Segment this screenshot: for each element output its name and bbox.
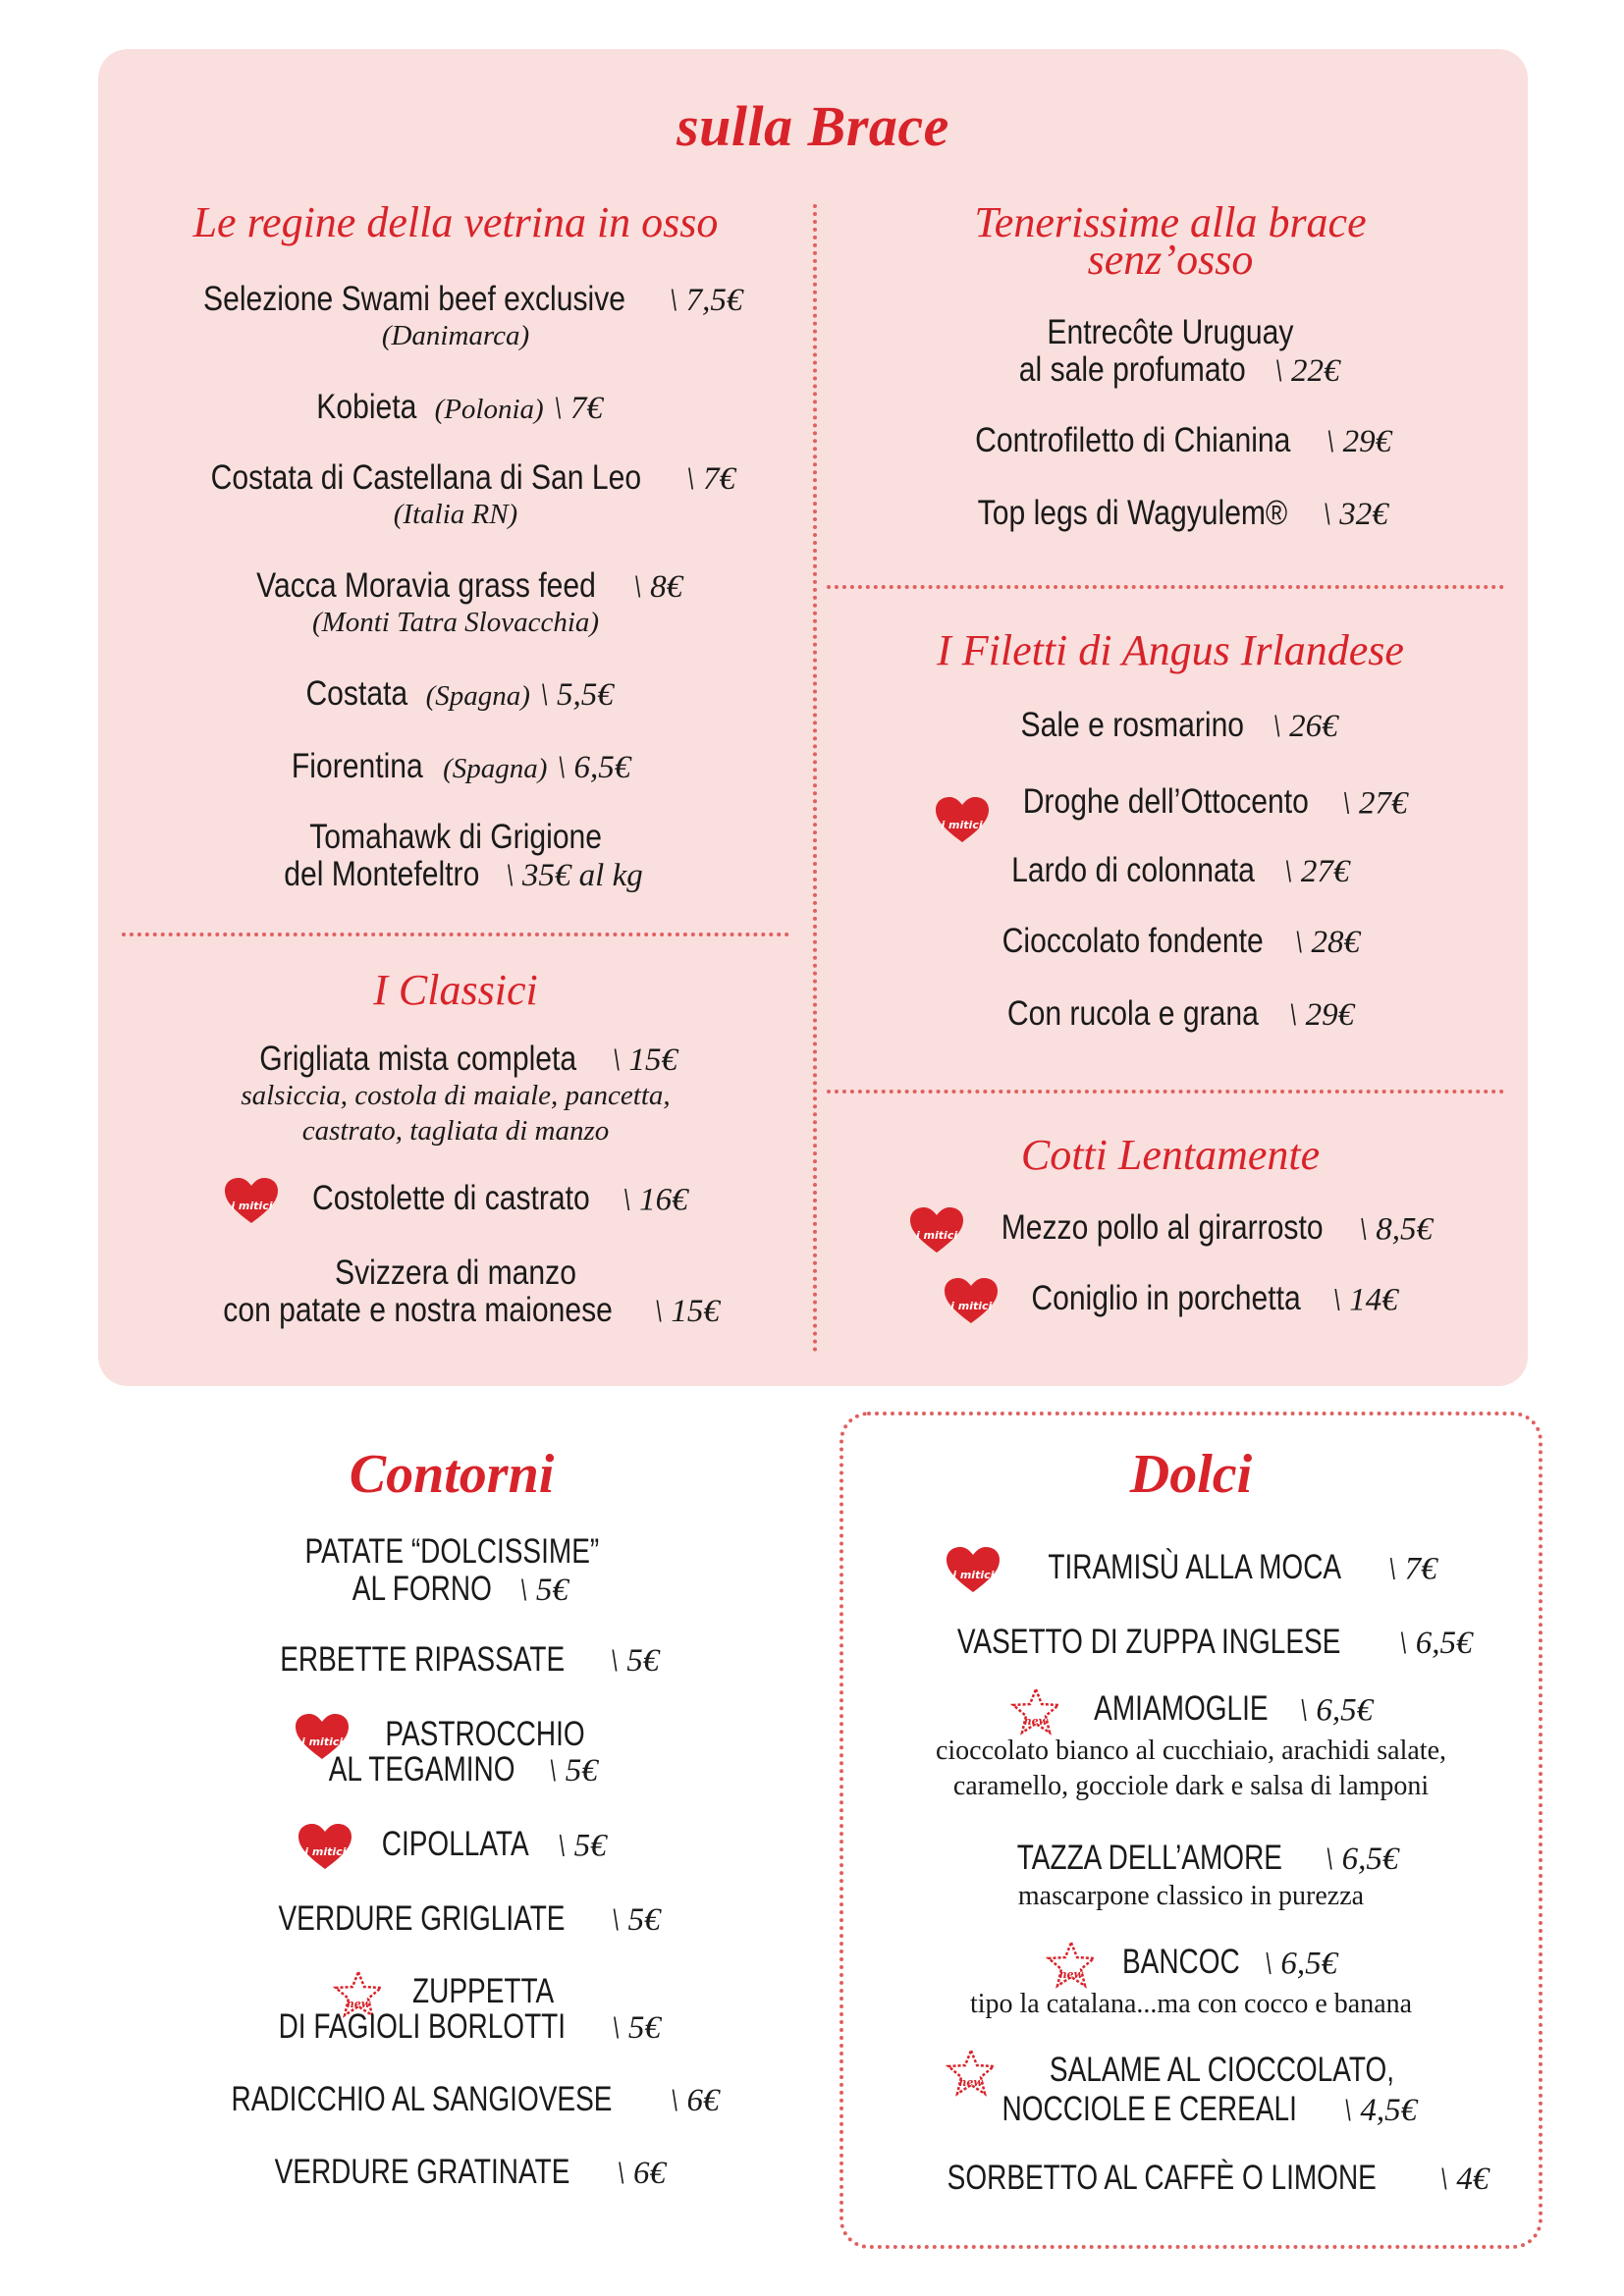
item-name-line1: PASTROCCHIO (385, 1715, 585, 1754)
item-price: \ 5€ (611, 1902, 661, 1938)
item-name-line1: Svizzera di manzo (335, 1254, 576, 1292)
section-title-filetti: I Filetti di Angus Irlandese (937, 626, 1404, 674)
item-name: Coniglio in porchetta (1031, 1279, 1301, 1318)
item-name-line2: del Montefeltro (284, 855, 480, 893)
item-price: \ 5€ (548, 1753, 598, 1789)
star-icon (945, 2048, 998, 2097)
star-icon (1009, 1686, 1062, 1735)
item-price: \ 6,5€ (1264, 1946, 1338, 1982)
badge-label: i mitici (950, 1300, 993, 1312)
item-name: Controfiletto di Chianina (975, 421, 1291, 459)
item-price: \ 4€ (1438, 2162, 1489, 2197)
item-price: \ 15€ (653, 1294, 720, 1329)
menu-item-line2 (98, 1571, 805, 1609)
item-origin: (Polonia) (434, 394, 544, 425)
item-price: \ 28€ (1294, 925, 1361, 960)
badge-label: new (1023, 1715, 1049, 1728)
item-name: ERBETTE RIPASSATE (279, 1640, 565, 1679)
item-name: TIRAMISÙ ALLA MOCA (1048, 1548, 1342, 1587)
item-note: cioccolato bianco al cucchiaio, arachidi salate, (935, 1735, 1447, 1766)
item-price: \ 27€ (1283, 854, 1350, 889)
contorni-title: Contorni (349, 1444, 555, 1505)
item-name: Vacca Moravia grass feed (256, 566, 596, 605)
badge-label: new (958, 2076, 983, 2089)
item-price: \ 6,5€ (557, 750, 631, 785)
item-price: \ 5€ (609, 1643, 660, 1679)
item-name: Top legs di Wagyulem® (977, 494, 1288, 532)
item-name: AMIAMOGLIE (1093, 1689, 1269, 1729)
menu-item-line2 (98, 1751, 805, 1789)
section-title-regine: Le regine della vetrina in osso (192, 198, 719, 246)
badge-label: new (346, 1998, 371, 2010)
item-price: \ 7€ (553, 391, 603, 426)
item-origin: (Spagna) (443, 753, 548, 784)
item-price: \ 5€ (611, 2010, 661, 2046)
vertical-divider (813, 204, 817, 1353)
item-name: VASETTO DI ZUPPA INGLESE (957, 1623, 1341, 1661)
item-name: Con rucola e grana (1006, 994, 1259, 1033)
item-price: \ 5€ (518, 1573, 568, 1608)
item-note: mascarpone classico in purezza (1017, 1881, 1365, 1911)
item-note: salsiccia, costola di maiale, pancetta, (241, 1080, 671, 1111)
item-price: \ 6,5€ (1299, 1692, 1374, 1729)
item-price: \ 6,5€ (1398, 1626, 1473, 1661)
item-price: \ 14€ (1331, 1282, 1398, 1318)
dolci-title: Dolci (1129, 1444, 1253, 1505)
item-price: \ 7,5€ (669, 283, 743, 318)
item-price: \ 26€ (1272, 709, 1338, 744)
item-price: \ 6€ (616, 2156, 667, 2191)
menu-item (98, 1900, 805, 1939)
menu-item (839, 1940, 1543, 1989)
item-name-line1: SALAME AL CIOCCOLATO, (1050, 2051, 1395, 2090)
item-name: RADICCHIO AL SANGIOVESE (231, 2080, 613, 2118)
item-name: Sale e rosmarino (1020, 706, 1245, 744)
section-title-tenerissime: Tenerissime alla brace (974, 198, 1367, 246)
item-price: \ 7€ (685, 461, 735, 497)
menu-item (839, 1686, 1543, 1735)
menu-item (98, 2154, 805, 2192)
item-name: Kobieta (316, 388, 417, 426)
section-title-classici: I Classici (373, 966, 538, 1014)
item-price: \ 15€ (612, 1042, 678, 1078)
item-name: VERDURE GRIGLIATE (278, 1899, 566, 1938)
menu-item (839, 1840, 1543, 1878)
item-name: CIPOLLATA (381, 1825, 529, 1864)
badge-label: i mitici (952, 1569, 995, 1581)
item-name: Droghe dell’Ottocento (1022, 782, 1310, 822)
item-name-line2: AL FORNO (352, 1570, 492, 1608)
item-name: Grigliata mista completa (259, 1040, 577, 1078)
item-origin: (Spagna) (425, 680, 530, 712)
section-title-tenerissime-line2: senz’osso (1087, 236, 1254, 284)
menu-item (98, 2081, 805, 2119)
item-price: \ 22€ (1273, 353, 1340, 389)
item-note: (Italia RN) (393, 499, 518, 530)
item-price: \ 5€ (557, 1828, 607, 1864)
menu-item (98, 1822, 805, 1871)
item-price: \ 8,5€ (1358, 1211, 1433, 1248)
item-name-line1: Tomahawk di Grigione (309, 818, 602, 856)
item-name: BANCOC (1121, 1943, 1240, 1982)
item-name-line1: Entrecôte Uruguay (1047, 313, 1294, 351)
contorni-column (98, 0, 805, 2296)
item-note: (Danimarca) (381, 320, 530, 351)
menu-item (839, 2160, 1543, 2198)
brace-title: sulla Brace (677, 94, 949, 158)
item-name: Costata (305, 674, 408, 713)
badge-label: i mitici (304, 1845, 347, 1858)
item-name: TAZZA DELL’AMORE (1016, 1839, 1282, 1877)
item-name-line2: AL TEGAMINO (329, 1750, 515, 1789)
item-name-line2: al sale profumato (1019, 350, 1247, 389)
item-name: Mezzo pollo al girarrosto (1001, 1208, 1324, 1248)
item-price: \ 35€ al kg (505, 858, 643, 893)
item-price: \ 7€ (1387, 1551, 1437, 1587)
item-name-line2: con patate e nostra maionese (223, 1291, 613, 1329)
item-note: caramello, gocciole dark e salsa di lamponi (952, 1771, 1430, 1801)
item-name: Selezione Swami beef exclusive (202, 280, 625, 318)
heart-icon (297, 1822, 353, 1871)
item-price: \ 27€ (1341, 785, 1408, 822)
item-price: \ 32€ (1322, 497, 1388, 532)
item-price: \ 16€ (622, 1182, 688, 1218)
menu-item (839, 1545, 1543, 1594)
item-name-line1: PATATE “DOLCISSIME” (304, 1532, 599, 1571)
item-note: (Monti Tatra Slovacchia) (311, 607, 600, 638)
menu-item (839, 1624, 1543, 1662)
item-price: \ 8€ (632, 569, 683, 605)
badge-label: i mitici (231, 1200, 273, 1212)
item-price: \ 29€ (1288, 997, 1355, 1033)
item-price: \ 4,5€ (1342, 2093, 1418, 2128)
dolci-column (839, 0, 1543, 2296)
item-name: Cioccolato fondente (1001, 922, 1264, 960)
item-note: tipo la catalana...ma con cocco e banana (969, 1989, 1413, 2019)
badge-label: i mitici (915, 1229, 958, 1242)
item-name: Costata di Castellana di San Leo (210, 458, 642, 497)
badge-label: i mitici (941, 819, 983, 831)
menu-item-line2 (98, 2008, 805, 2047)
item-name-line1: ZUPPETTA (411, 1972, 554, 2011)
item-price: \ 29€ (1326, 424, 1392, 459)
heart-icon (945, 1545, 1001, 1594)
item-name-line2: DI FAGIOLI BORLOTTI (278, 2007, 567, 2046)
star-icon (1045, 1940, 1098, 1989)
menu-item (98, 1641, 805, 1680)
item-price: \ 5,5€ (539, 677, 614, 713)
item-name: Lardo di colonnata (1010, 851, 1255, 889)
item-name-line2: NOCCIOLE E CEREALI (1001, 2090, 1297, 2128)
badge-label: new (1058, 1968, 1084, 1981)
item-name: SORBETTO AL CAFFÈ O LIMONE (947, 2159, 1377, 2197)
item-name: Fiorentina (291, 747, 423, 785)
badge-label: i mitici (301, 1735, 344, 1748)
menu-item-line2 (839, 2091, 1543, 2129)
item-name: Costolette di castrato (312, 1179, 590, 1218)
section-title-cotti: Cotti Lentamente (1020, 1131, 1321, 1179)
item-price: \ 6€ (670, 2083, 720, 2118)
item-price: \ 6,5€ (1325, 1842, 1399, 1877)
item-note: castrato, tagliata di manzo (301, 1115, 610, 1147)
menu-item (98, 1533, 805, 1571)
item-name: VERDURE GRATINATE (274, 2153, 570, 2191)
